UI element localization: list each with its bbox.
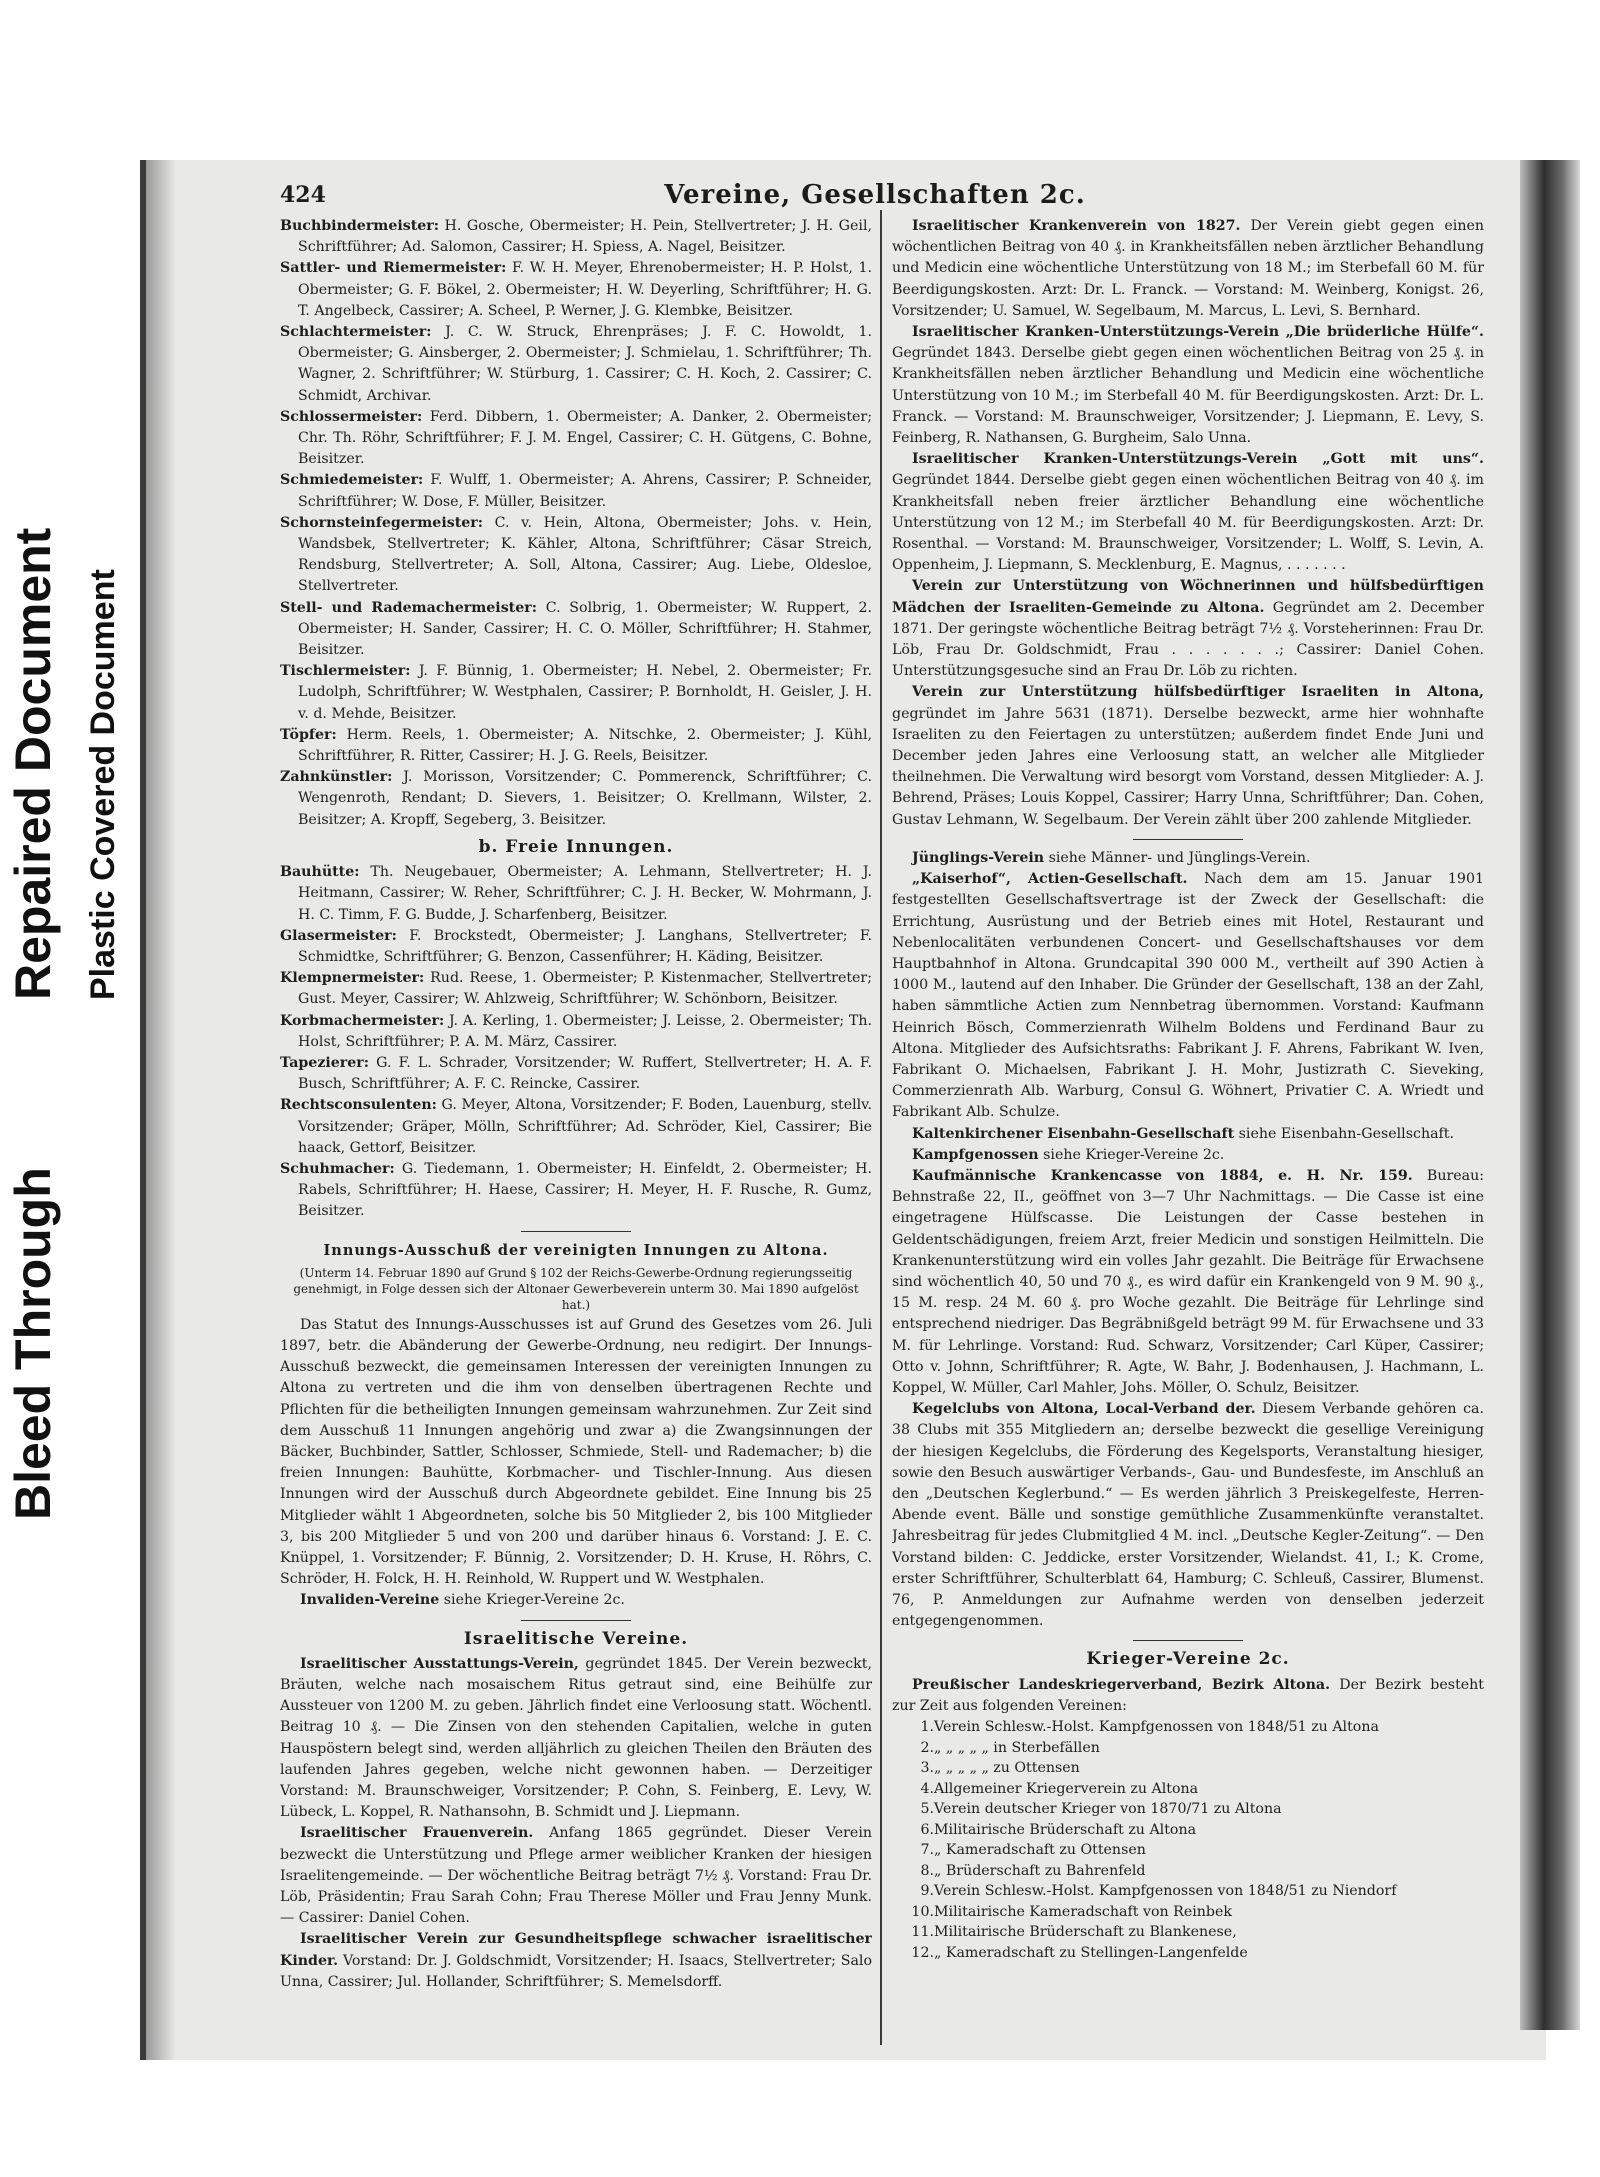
entry-title: Sattler- und Riemermeister: [280, 260, 507, 277]
entry-text: Der Bezirk besteht zur Zeit aus folgenden Vereinen: [892, 1676, 1484, 1714]
entry-title: Israelitischer Frauenverein. [300, 1825, 534, 1842]
list-text: „ Brüderschaft zu Bahrenfeld [934, 1862, 1146, 1879]
gutter-shadow [146, 160, 176, 2060]
list-number: 11. [911, 1924, 934, 1941]
krieger-heading: Krieger-Vereine 2c. [1086, 1649, 1290, 1670]
entry-text: J. Morisson, Vorsitzender; C. Pommerenck, Schriftführer; C. Wengenroth, Rendant; D. Sievers, 1. Beisitzer; O. Krellmann, Wilster, 2. Beisitzer; A. Kropff, Segeberg, 3. Beisitzer. [298, 769, 872, 828]
entry [280, 1929, 872, 1993]
entry-text: G. Meyer, Altona, Vorsitzender; F. Boden, Lauenburg, stellv. Vorsitzender; Gräper, Mölln, Schriftführer; Ad. Schröder, Kiel, Cassirer; Bie haack, Gettorf, Beisitzer. [298, 1097, 872, 1156]
entry-text: Nach dem am 15. Januar 1901 festgestellten Gesellschaftsvertrage ist der Zweck der Gesellschaft: die Errichtung, Ausrüstung und der Betrieb eines mit Hotel, Restaurant und Nebenlocalitäten verbundenen Concert- und Gesellschaftshauses vor dem Hauptbahnhof in Altona. Grundcapital 390 000 M., vertheilt auf 390 Actien à 1000 M., lautend auf den Inhaber. Die Gründer der Gesellschaft, 138 an der Zahl, haben sämmtliche Actien zum Nennbetrag übernommen. Vorstand: Kaufmann Heinrich Bösch, Commerzienrath Wilhelm Boldens und Ferdinand Baur zu Altona. Mitglieder des Aufsichtsraths: Fabrikant J. F. Ahrens, Fabrikant W. Iven, Fabrikant O. Michaelsen, Fabrikant J. H. Mohr, Justizrath C. Sieveking, Commerzienrath Alb. Warburg, Consul G. Wöhnert, Privatier C. A. Wriedt und Fabrikant Alb. Schulze. [892, 871, 1484, 1121]
entry-text: Bureau: Behnstraße 22, II., geöffnet von 3—7 Uhr Nachmittags. — Die Casse ist eine eingetragene Hülfscasse. Die Leistungen der Casse bestehen in Geldentschädigungen, freiem Arzt, freier Medicin und sonstigen Heilmitteln. Die Krankenunterstützung wird ein volles Jahr gezahlt. Die Beiträge für Erwachsene sind wöchentlich 40, 50 und 70 ₰., es wird dafür ein Krankengeld von 9 M. 90 ₰., 15 M. resp. 24 M. 60 ₰. pro Woche gezahlt. Die Beiträge für Lehrlinge sind entsprechend niedriger. Das Begräbnißgeld beträgt 99 M. für Erwachsene und 33 M. für Lehrlinge. Vorstand: Rud. Schwarz, Vorsitzender; Carl Küper, Cassirer; Otto v. Johnn, Schriftführer; R. Agte, W. Bahr, J. Bodenhausen, J. Hachmann, L. Koppel, W. Müller, Carl Mahler, Johs. Möller, O. Schulz, Beisitzer. [892, 1167, 1484, 1396]
list-number: 6. [920, 1821, 934, 1838]
entry-text: gegründet 1845. Der Verein bezweckt, Bräuten, welche nach mosaischem Ritus getraut sind, eine Beihülfe zur Aussteuer von 1200 M. zu geben. Jährlich findet eine Verloosung statt. Wöchentl. Beitrag 10 ₰. — Die Zinsen von den stehenden Capitalien, welche in guten Hauspöstern belegt sind, werden alljährlich zu gleichen Theilen den Bräuten des laufenden Jahres gegeben, welche nicht gewonnen haben. — Derzeitiger Vorstand: M. Braunschweiger, Vorsitzender; P. Cohn, S. Feinberg, E. Levy, W. Lübeck, L. Koppel, R. Nathansohn, B. Schmidt und J. Liepmann. [280, 1655, 872, 1821]
list-number: 12. [911, 1944, 934, 1961]
entry [892, 216, 1484, 322]
committee-heading: Innungs-Ausschuß der vereinigten Innungen zu Altona. [323, 1241, 829, 1259]
entry-title: Kampfgenossen [912, 1146, 1039, 1163]
entry-title: Rechtsconsulenten: [280, 1097, 437, 1114]
page-header [280, 182, 1470, 216]
entry-text: siehe Krieger-Vereine 2c. [443, 1592, 625, 1609]
entry-title: Jünglings-Verein [912, 849, 1045, 866]
entry-title: Invaliden-Vereine [300, 1592, 440, 1609]
list-text: „ Kameradschaft zu Stellingen-Langenfelde [934, 1944, 1248, 1961]
entry-title: Schlossermeister: [280, 408, 423, 425]
list-number: 1. [920, 1719, 934, 1736]
list-text: Allgemeiner Kriegerverein zu Altona [934, 1780, 1199, 1797]
label-plastic-covered: Plastic Covered Document [84, 569, 122, 1000]
entry-title: Israelitischer Ausstattungs-Verein, [300, 1655, 579, 1672]
entry-title: Tapezierer: [280, 1054, 370, 1071]
entry [280, 725, 872, 767]
list-item [892, 1902, 1484, 1923]
entry-title: Töpfer: [280, 726, 337, 743]
entry [280, 1654, 872, 1824]
entry-title: Stell- und Rademachermeister: [280, 599, 537, 616]
entry [280, 767, 872, 831]
entry-text: siehe Eisenbahn-Gesellschaft. [1238, 1125, 1454, 1142]
entry [892, 682, 1484, 830]
entry [280, 862, 872, 926]
list-item [892, 1820, 1484, 1841]
section-rule [1133, 839, 1243, 840]
entry-title: Israelitischer Kranken-Unterstützungs-Verein „Gott mit uns“. [912, 451, 1484, 468]
column-divider [880, 210, 882, 2045]
list-number: 4. [920, 1780, 934, 1797]
entry-text: Gegründet 1843. Derselbe giebt gegen einen wöchentlichen Beitrag von 25 ₰. in Krankheitsfällen neben ärztlicher Behandlung und Medicin eine wöchentliche Unterstützung von 10 M.; im Sterbefall 40 M. für Beerdigungskosten. Arzt: Dr. L. Franck. — Vorstand: M. Braunschweiger, Vorsitzender; J. Liepmann, E. Levy, S. Feinberg, R. Nathansen, G. Burgheim, Salo Unna. [892, 345, 1484, 447]
entry [280, 968, 872, 1010]
entry-text: siehe Männer- und Jünglings-Verein. [1048, 849, 1311, 866]
list-number: 10. [911, 1903, 934, 1920]
entry-title: Zahnkünstler: [280, 769, 393, 786]
entry-title: Verein zur Unterstützung hülfsbedürftiger Israeliten in Altona, [912, 684, 1484, 701]
list-text: Verein Schlesw.-Holst. Kampfgenossen von 1848/51 zu Niendorf [934, 1883, 1397, 1900]
entry-title: Buchbindermeister: [280, 218, 440, 234]
list-item [892, 1922, 1484, 1943]
entry-text: G. Tiedemann, 1. Obermeister; H. Einfeldt, 2. Obermeister; H. Rabels, Schriftführer; H. Haese, Cassirer; H. Meyer, H. F. Rusche, R. Gumz, Beisitzer. [298, 1160, 872, 1220]
entry [892, 322, 1484, 449]
entry-text: J. F. Bünnig, 1. Obermeister; H. Nebel, 2. Obermeister; Fr. Ludolph, Schriftführer; W. Westphalen, Cassirer; P. Bornholdt, H. Geisler, J. H. v. d. Mehde, Beisitzer. [298, 663, 872, 722]
entry-title: Glasermeister: [280, 927, 397, 944]
entry-title: Preußischer Landeskriegerverband, Bezirk Altona. [912, 1676, 1331, 1693]
entry-text: C. v. Hein, Altona, Obermeister; Johs. v. Hein, Wandsbek, Stellvertreter; K. Kähler, Altona, Schriftführer; Cäsar Streich, Rendsburg, Stellvertreter; A. Soll, Altona, Cassirer; Aug. Liebe, Oldesloe, Stellvertreter. [298, 514, 872, 595]
list-item [892, 1758, 1484, 1779]
label-bleed-through: Bleed Through [5, 1167, 61, 1520]
page-edge-binding [1520, 160, 1580, 2030]
list-number: 5. [920, 1801, 934, 1818]
entry [280, 598, 872, 662]
entry-text: J. C. W. Struck, Ehrenpräses; J. F. C. Howoldt, 1. Obermeister; G. Ainsberger, 2. Obermeister; J. Schmielau, 1. Schriftführer; Th. Wagner, 2. Schriftführer; W. Stürburg, 1. Cassirer; C. H. Koch, 2. Cassirer; C. Schmidt, Archivar. [298, 324, 872, 404]
list-item [892, 1861, 1484, 1882]
entry [280, 258, 872, 322]
list-text: „ Kameradschaft zu Ottensen [934, 1842, 1146, 1859]
entry-text: Diesem Verbande gehören ca. 38 Clubs mit 355 Mitgliedern an; derselbe bezweckt die gesellige Vereinigung der hiesigen Kegelclubs, die Förderung des Kegelsports, Veranstaltung hiesiger, sowie den Besuch auswärtiger Verbands-, Gau- und Bundesfeste, im Anschluß an den „Deutschen Keglerbund.“ — Es werden jährlich 3 Preiskegelfeste, Herren-Abende event. Bälle und sonstige gemüthliche Zusammenkünfte veranstaltet. Jahresbeitrag für jedes Clubmitglied 4 M. incl. „Deutsche Kegler-Zeitung“. — Den Vorstand bilden: C. Jeddicke, erster Vorsitzender, Wielandst. 41, I.; K. Crome, erster Schriftführer, Schulterblatt 64, Hamburg; C. Schleuß, Cassirer, Blumenst. 76, P. Anmeldungen zur Aufnahme werden von denselben jederzeit entgegengenommen. [892, 1401, 1484, 1630]
list-text: Militairische Brüderschaft zu Blankenese, [934, 1924, 1237, 1941]
list-text: Militairische Brüderschaft zu Altona [934, 1821, 1197, 1838]
section-rule [521, 1620, 631, 1621]
free-guilds-heading: b. Freie Innungen. [478, 836, 674, 857]
entry [280, 322, 872, 407]
running-title: Vereine, Gesellschaften 2c. [664, 180, 1086, 210]
entry-text: C. Solbrig, 1. Obermeister; W. Ruppert, 2. Obermeister; H. Sander, Cassirer; H. C. O. Möller, Schriftführer; H. Stahmer, Beisitzer. [298, 599, 872, 659]
list-item [892, 1943, 1484, 1964]
entry [892, 1145, 1484, 1166]
entry [280, 1053, 872, 1095]
entry-text: Rud. Reese, 1. Obermeister; P. Kistenmacher, Stellvertreter; Gust. Meyer, Cassirer; W. Ahlzweig, Schriftführer; W. Schönborn, Beisitzer. [298, 970, 872, 1008]
entry [280, 1011, 872, 1053]
entry-text: Gegründet am 2. December 1871. Der geringste wöchentliche Beitrag beträgt 7½ ₰. Vorsteherinnen: Frau Dr. Löb, Frau Dr. Goldschmidt, Frau . . . . . . .; Cassirer: Daniel Cohen. Unterstützungsgesuche sind an Frau Dr. Löb zu richten. [892, 599, 1484, 680]
invalids-entry [280, 1590, 872, 1611]
list-text: Verein deutscher Krieger von 1870/71 zu Altona [934, 1801, 1282, 1818]
list-text: Militairische Kameradschaft von Reinbek [934, 1903, 1232, 1920]
entry-title: Tischlermeister: [280, 663, 411, 680]
entry-text: F. W. H. Meyer, Ehrenobermeister; H. P. Holst, 1. Obermeister; G. F. Bökel, 2. Obermeister; H. W. Deyerling, Schriftführer; H. G. T. Angelbeck, Cassirer; A. Scheel, P. Werner, J. G. Klembke, Beisitzer. [298, 260, 872, 319]
entry-title: „Kaiserhof“, Actien-Gesellschaft. [912, 871, 1188, 888]
entry-text: F. Wulff, 1. Obermeister; A. Ahrens, Cassirer; P. Schneider, Schriftführer; W. Dose, F. Müller, Beisitzer. [298, 472, 872, 510]
entry-text: J. A. Kerling, 1. Obermeister; J. Leisse, 2. Obermeister; Th. Holst, Schriftführer; P. A. M. März, Cassirer. [298, 1012, 872, 1050]
entry [892, 1124, 1484, 1145]
entry-text: Th. Neugebauer, Obermeister; A. Lehmann, Stellvertreter; H. J. Heitmann, Cassirer; W. Reher, Schriftführer; C. J. H. Becker, W. Mohrmann, J. H. C. Timm, F. G. Budde, J. Scharfenberg, Beisitzer. [298, 864, 872, 923]
krieger-verein-list [892, 1717, 1484, 1963]
entry-text: G. F. L. Schrader, Vorsitzender; W. Ruffert, Stellvertreter; H. A. F. Busch, Schriftführer; A. F. C. Reincke, Cassirer. [298, 1054, 872, 1093]
list-item [892, 1881, 1484, 1902]
entry-title: Kegelclubs von Altona, Local-Verband der. [912, 1401, 1256, 1418]
list-text: Verein Schlesw.-Holst. Kampfgenossen von 1848/51 zu Altona [934, 1719, 1379, 1736]
entry-title: Schlachtermeister: [280, 324, 432, 341]
entry [892, 869, 1484, 1123]
left-column [280, 216, 872, 2016]
compulsory-guilds-list [280, 216, 872, 831]
entry-title: Korbmachermeister: [280, 1012, 445, 1029]
entry [280, 661, 872, 725]
list-text: „ „ „ „ „ zu Ottensen [934, 1760, 1080, 1777]
entry [892, 449, 1484, 576]
list-number: 7. [920, 1842, 934, 1859]
list-number: 9. [920, 1883, 934, 1900]
entry-title: Israelitischer Krankenverein von 1827. [912, 218, 1241, 234]
entry-title: Verein zur Unterstützung von Wöchnerinnen und hülfsbedürftigen Mädchen der Israeliten-Gemeinde zu Altona. [892, 578, 1484, 616]
association-entries [892, 848, 1484, 1633]
committee-text: Das Statut des Innungs-Ausschusses ist auf Grund des Gesetzes vom 26. Juli 1897, betr. die Abänderung der Gewerbe-Ordnung, neu redigirt. Der Innungs-Ausschuß bezweckt, die gemeinsamen Interessen der vereinigten Innungen zu Altona zu vertreten und die ihm von denselben übertragenen Rechte und Pflichten für die betheiligten Innungen gemeinsam wahrzunehmen. Zur Zeit sind dem Ausschuß 11 Innungen angehörig und zwar a) die Zwangsinnungen der Bäcker, Buchbinder, Sattler, Schlosser, Schmiede, Stell- und Rademacher; b) die freien Innungen: Bauhütte, Korbmacher- und Tischler-Innung. Aus diesen Innungen wird der Ausschuß durch Abgeordnete gebildet. Eine Innung bis 25 Mitglieder wählt 1 Abgeordneten, solche bis 50 Mitglieder 2, bis 100 Mitglieder 3, bis 200 Mitglieder 5 und von 200 und darüber hinaus 6. Vorstand: J. E. C. Knüppel, 1. Vorsitzender; F. Bünnig, 2. Vorsitzender; D. H. Kruse, H. Röhrs, C. Schröder, H. Folck, H. H. Reinhold, W. Ruppert und W. Westphalen. [280, 1316, 872, 1588]
list-item [892, 1779, 1484, 1800]
entry [280, 1823, 872, 1929]
entry-text: Anfang 1865 gegründet. Dieser Verein bezweckt die Unterstützung und Pflege armer weiblicher Kranken der hiesigen Israelitengemeinde. — Der wöchentliche Beitrag beträgt 7½ ₰. Vorstand: Frau Dr. Löb, Präsidentin; Frau Sarah Cohn; Frau Therese Möller und Frau Jenny Munk. — Cassirer: Daniel Cohen. [280, 1825, 872, 1927]
list-item [892, 1799, 1484, 1820]
list-number: 2. [920, 1739, 934, 1756]
entry-title: Schornsteinfegermeister: [280, 514, 483, 531]
entry-title: Klempnermeister: [280, 970, 425, 987]
entry [892, 848, 1484, 869]
entry [892, 1166, 1484, 1399]
krieger-intro [892, 1675, 1484, 1717]
entry [892, 1399, 1484, 1632]
entry-text: Herm. Reels, 1. Obermeister; A. Nitschke, 2. Obermeister; J. Kühl, Schriftführer, R. Ritter, Cassirer; H. J. G. Reels, Beisitzer. [298, 726, 872, 765]
entry-title: Schmiedemeister: [280, 472, 424, 489]
section-rule [521, 1231, 631, 1232]
israeli-heading: Israelitische Vereine. [463, 1628, 689, 1649]
entry-title: Israelitischer Kranken-Unterstützungs-Verein „Die brüderliche Hülfe“. [912, 324, 1484, 341]
list-item [892, 1738, 1484, 1759]
entry [280, 1159, 872, 1223]
list-item [892, 1717, 1484, 1738]
entry-text: siehe Krieger-Vereine 2c. [1043, 1146, 1225, 1163]
list-number: 3. [920, 1760, 934, 1777]
entry-text: F. Brockstedt, Obermeister; J. Langhans, Stellvertreter; F. Schmidtke, Schriftführer; G. Benzon, Cassenführer; H. Käding, Beisitzer. [298, 927, 872, 965]
entry-title: Kaltenkirchener Eisenbahn-Gesellschaft [912, 1125, 1235, 1142]
entry-title: Schuhmacher: [280, 1160, 395, 1177]
entry [280, 513, 872, 598]
entry-text: gegründet im Jahre 5631 (1871). Derselbe bezweckt, arme hier wohnhafte Israeliten zu den Feiertagen zu unterstützen; außerdem findet Ende Juni und December jeden Jahres eine Verloosung statt, an welcher alle Mitglieder theilnehmen. Die Verwaltung wird besorgt vom Vorstand, dessen Mitglieder: A. J. Behrend, Präses; Louis Koppel, Cassirer; Harry Unna, Schriftführer; Dan. Cohen, Gustav Lehmann, W. Segelbaum. Der Verein zählt über 200 zahlende Mitglieder. [892, 705, 1484, 828]
israeli-associations-list [280, 1654, 872, 1993]
entry-text: H. Gosche, Obermeister; H. Pein, Stellvertreter; J. H. Geil, Schriftführer; Ad. Salomon, Cassirer; H. Spiess, A. Nagel, Beisitzer. [298, 218, 872, 256]
entry [280, 216, 872, 258]
entry [280, 1095, 872, 1159]
entry-text: Der Verein giebt gegen einen wöchentlichen Beitrag von 40 ₰. in Krankheitsfällen neben ärztlicher Behandlung und Medicin eine wöchentliche Unterstützung von 18 M.; im Sterbefall 60 M. für Beerdigungskosten. Arzt: Dr. L. Franck. — Vorstand: M. Weinberg, Konigst. 26, Vorsitzender; U. Samuel, W. Segelbaum, M. Marcus, L. Levi, S. Bernhard. [892, 218, 1484, 319]
entry-text: Ferd. Dibbern, 1. Obermeister; A. Danker, 2. Obermeister; Chr. Th. Röhr, Schriftführer; F. J. M. Engel, Cassirer; C. H. Gütgens, C. Bohne, Beisitzer. [298, 408, 872, 468]
list-number: 8. [920, 1862, 934, 1879]
entry-title: Bauhütte: [280, 864, 360, 881]
list-item [892, 1840, 1484, 1861]
israeli-associations-continued [892, 216, 1484, 831]
label-repaired-document: Repaired Document [5, 527, 61, 1000]
entry [280, 407, 872, 471]
right-column [892, 216, 1484, 2016]
entry [280, 926, 872, 968]
entry [892, 576, 1484, 682]
entry [280, 470, 872, 512]
committee-notice: (Unterm 14. Februar 1890 auf Grund § 102 der Reichs-Gewerbe-Ordnung regierungsseitig genehmigt, in Folge dessen sich der Altonaer Gewerbeverein unterm 30. Mai 1890 aufgelöst hat.) [293, 1265, 859, 1312]
list-text: „ „ „ „ „ in Sterbefällen [934, 1739, 1100, 1756]
entry-text: Vorstand: Dr. J. Goldschmidt, Vorsitzender; H. Isaacs, Stellvertreter; Salo Unna, Cassirer; Jul. Hollander, Schriftführer; S. Memelsdorff. [280, 1952, 872, 1990]
section-rule [1133, 1640, 1243, 1641]
entry-text: Gegründet 1844. Derselbe giebt gegen einen wöchentlichen Beitrag von 40 ₰. im Krankheitsfall neben freier ärztlicher Behandlung eine wöchentliche Unterstützung von 12 M.; im Sterbefall 40 M. für Beerdigungskosten. Arzt: Dr. Rosenthal. — Vorstand: M. Braunschweiger, Vorsitzender; L. Wolff, S. Levin, A. Oppenheim, J. Liepmann, S. Mecklenburg, E. Magnus, . . . . . . . [892, 472, 1484, 574]
page-number: 424 [280, 182, 326, 208]
entry-title: Kaufmännische Krankencasse von 1884, e. H. Nr. 159. [912, 1167, 1413, 1184]
entry-title: Israelitischer Verein zur Gesundheitspflege schwacher israelitischer Kinder. [280, 1931, 872, 1969]
free-guilds-list [280, 862, 872, 1222]
